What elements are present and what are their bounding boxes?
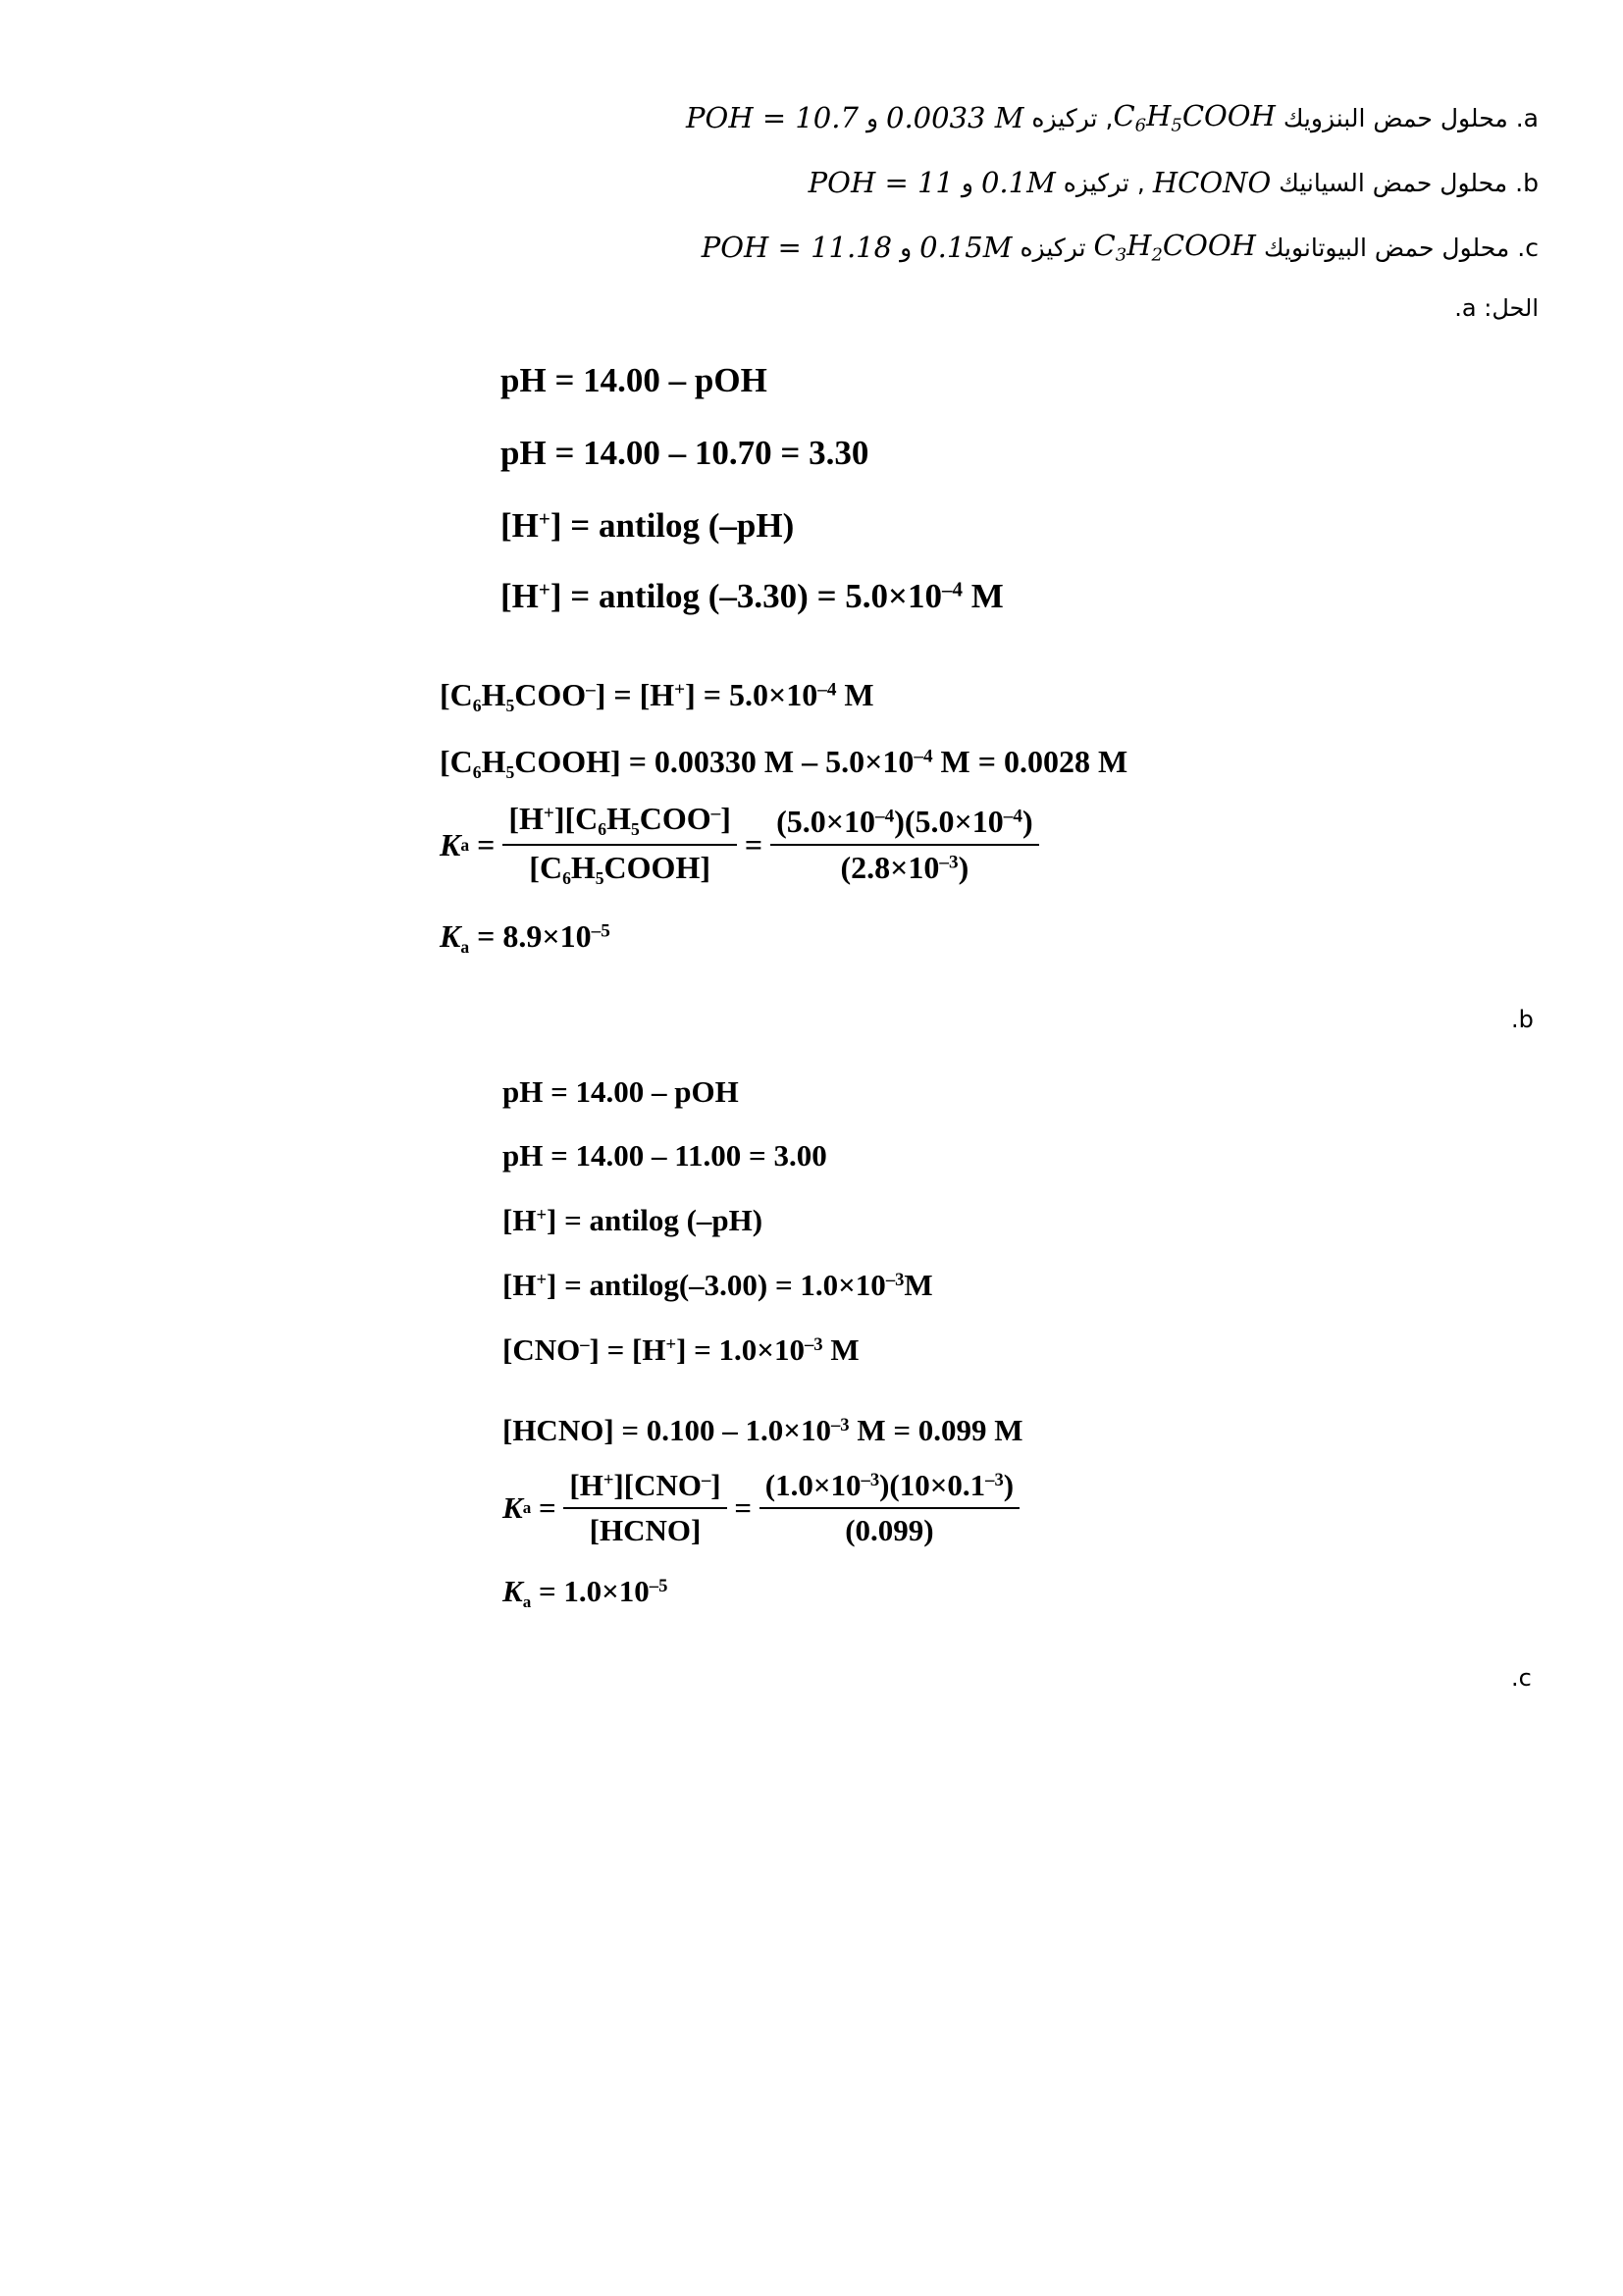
problem-b-text1: محلول حمض السيانيك [1279,168,1508,197]
problem-a-text2: تركيزه [1031,103,1098,132]
solution-a-ka-result: $Ka = 8.9\times 10^{-5}$ [440,918,610,958]
problem-c-formula: $C_3H_2COOH$ [1093,229,1256,266]
solution-a-ka-fraction-1: $\frac{[H^+][C6H5COO^-]}{\text{[C6H5COOH]}}$ [502,801,737,889]
problem-c-text1: محلول حمض البيوتانويك [1263,233,1510,262]
problem-a-text1: محلول حمض البنزويك [1283,103,1508,132]
problem-c-marker: c. [1517,233,1539,262]
solution-b-ka-fraction-1: $\frac{[H^+][CNO^-]}{\text{[HCNO]}}$ [563,1468,726,1548]
solution-a-ka-fraction-2: $\frac{(5.0\times 10^{-4})(5.0\times 10^{-4})}{(2.8\times 10^{-3})}$ [770,804,1038,886]
problem-b-comma: , [1136,168,1145,197]
problem-b-conc: 0.1M [980,166,1056,199]
problem-b-formula: HCONO [1152,166,1272,199]
solution-b-line-3: [H+] = antilog (–pH) [502,1203,763,1237]
problem-b-marker: b. [1515,168,1539,197]
solution-a-line-6: [C6H5COOH] = 0.00330 $M - 5.0\times 10^{-4}$ M = 0.0028 M [440,744,1128,783]
solution-b-ka-result: $Ka = 1.0\times 10^{-5}$ [502,1574,668,1611]
part-b-label: .b [1511,1006,1534,1033]
problem-b-and: و [961,168,973,197]
problem-a-conc: 0.0033 M [886,101,1024,134]
problem-c-conc: 0.15M [919,231,1013,264]
solution-a-line-1: pH = 14.00 – pOH [500,361,767,399]
problem-c-poh: POH = 11.18 [701,231,893,264]
problem-b-text2: تركيزه [1063,168,1129,197]
problem-a-poh: POH = 10.7 [686,101,859,134]
solution-b-ka-fraction-2: $\frac{(1.0\times 10^{-3})(10\times 0.1^{-3})}{(0.099)}$ [759,1468,1020,1548]
problem-a-and: و [865,103,879,132]
problem-b-poh: POH = 11 [808,166,954,199]
problem-a-marker: a. [1515,103,1539,132]
solution-a-line-4: [H+] = antilog $(-3.30) = 5.0\times 10^{-4}$ M [500,577,1004,615]
problem-a-formula: $C_6H_5COOH$ [1113,99,1276,136]
problem-a [686,98,1539,137]
solution-a-line-5: $[C6H5COO^-] = [H^+] = 5.0\times 10^{-4}$ M [440,677,874,716]
solution-a-line-2: pH = 14.00 – 10.70 = 3.30 [500,434,869,472]
problem-c [702,228,1539,267]
solution-b-line-1: pH = 14.00 – pOH [502,1074,739,1109]
solution-b-line-2: pH = 14.00 – 11.00 = 3.00 [502,1138,827,1173]
solution-label: الحل: a. [1454,294,1539,322]
solution-a-line-3: [H+] = antilog (–pH) [500,506,795,545]
solution-a-ka-equation: K a = $\frac{[H^+][C6H5COO^-]}{\text{[C6H5COOH]}}$ = $\frac{(5.0\times 10^{-4})(5.0\times 10^{-4})}{(2.8\times 10^{-3})}$ [440,801,1039,889]
problem-b [809,163,1539,202]
solution-b-line-5: $[CNO^-] = [H^+] = 1.0\times 10^{-3}$ M [502,1332,860,1367]
solution-b-line-6: [HCNO] = $0.100 - 1.0\times 10^{-3}$ M = 0.099 M [502,1413,1023,1447]
solution-b-ka-equation: K a = $\frac{[H^+][CNO^-]}{\text{[HCNO]}}$ = $\frac{(1.0\times 10^{-3})(10\times 0.1^{-3})}{(0.099)}$ [502,1468,1020,1548]
problem-c-text2: تركيزه [1020,233,1086,262]
problem-a-comma: , [1105,103,1114,132]
solution-b-line-4: [H+] = antilog(–3.00) = $1.0\times 10^{-3}M$ [502,1268,933,1302]
problem-c-and: و [900,233,913,262]
part-c-label: .c [1511,1664,1532,1692]
